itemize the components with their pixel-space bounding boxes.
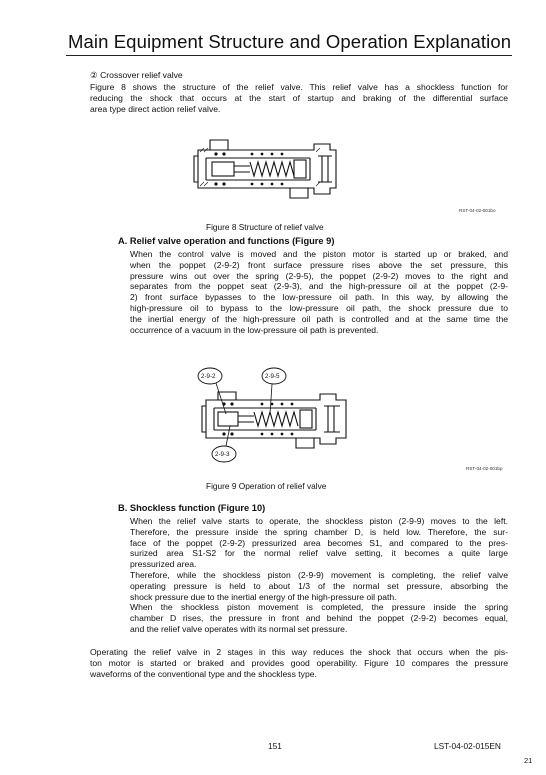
sheet-number: 21 — [524, 756, 533, 765]
section-b-line: pressurized area. — [130, 559, 197, 570]
closing-line: Operating the relief valve in 2 stages in this way reduces the shock that occurs when the pis- — [90, 647, 508, 657]
intro-paragraph — [90, 82, 508, 114]
intro-line: Figure 8 shows the structure of the relief valve. This relief valve has a shockless function for — [90, 82, 508, 92]
closing-paragraph — [90, 647, 508, 679]
section-b-line: Therefore, the pressure inside the spring chamber D, is held low. Therefore, the sur- — [130, 526, 508, 537]
section-a-heading: A. Relief valve operation and functions (Figure 9) — [118, 236, 335, 246]
section-a-line: pressure wins out over the spring (2-9-5), the poppet (2-9-2) moves to the right and — [130, 270, 508, 281]
section-a-line: When the control valve is moved and the piston motor is started up or braked, and — [130, 249, 508, 259]
section-a-line: separates from the poppet seat (2-9-3), and the high-pressure oil at the poppet (2-9- — [130, 281, 508, 292]
callout-2-9-2: 2-9-2 — [201, 373, 216, 380]
section-b-line: shock pressure due to the inertial energy of the high-pressure oil path. — [130, 591, 397, 602]
page-number: 151 — [268, 741, 282, 751]
section-a-line: the inertial energy of the high-pressure oil path is controlled and at the same time the — [130, 313, 508, 324]
figure-8-drawing — [190, 138, 360, 200]
section-b-heading: B. Shockless function (Figure 10) — [118, 503, 266, 513]
section-a-line: high-pressure oil to bypass to the low-pressure oil path, the shock pressure due to — [130, 302, 508, 313]
closing-line: ton motor is started or braked and provides good operability. Figure 10 compares the pressure — [90, 657, 508, 668]
figure-9-caption: Figure 9 Operation of relief valve — [206, 481, 327, 491]
figure-8-code: RST-04-02-001bo — [459, 208, 496, 213]
section-a-line: occurrence of a vacuum in the low-pressure oil path is prevented. — [130, 324, 379, 335]
header-rule — [66, 55, 512, 56]
callout-2-9-3: 2-9-3 — [215, 451, 230, 458]
section-b-line: and the relief valve operates with its normal set pressure. — [130, 623, 348, 634]
callout-2-9-5: 2-9-5 — [265, 373, 280, 380]
intro-line: area type direct action relief valve. — [90, 103, 221, 114]
closing-line: waveforms of the conventional type and the shockless type. — [90, 668, 317, 679]
intro-subtitle: ② Crossover relief valve — [90, 70, 183, 80]
section-b-line: When the shockless piston movement is completed, the pressure inside the spring — [130, 602, 508, 613]
section-b-paragraph — [130, 516, 508, 635]
section-b-line: When the relief valve starts to operate, the shockless piston (2-9-9) moves to the left. — [130, 516, 508, 526]
section-a-line: 2) front surface bypasses to the low-pressure oil path. In this way, by allowing the — [130, 292, 508, 303]
section-b-line: operating pressure is held to about 1/3 of the normal set pressure, absorbing the — [130, 580, 508, 591]
section-a-line: when the poppet (2-9-2) front surface pressure rises above the set pressure, this — [130, 259, 508, 270]
section-a-paragraph — [130, 249, 508, 335]
section-b-line: chamber D rises, the pressure in front and behind the poppet (2-9-2) becomes equal, — [130, 613, 508, 624]
section-b-line: Therefore, while the shockless piston (2-9-9) movement is completing, the relief valve — [130, 569, 508, 580]
figure-9-code: RST-04-02-001bp — [466, 466, 503, 471]
section-b-line: surized area S1-S2 for the normal relief valve setting, it becomes a quite large — [130, 548, 508, 559]
section-b-line: face of the poppet (2-9-2) pressurized area becomes S1, and compared to the pres- — [130, 537, 508, 548]
page-title: Main Equipment Structure and Operation Explanation — [68, 31, 512, 52]
intro-line: reducing the shock that occurs at the start of startup and braking of the differential surface — [90, 92, 508, 103]
document-code: LST-04-02-015EN — [434, 741, 501, 751]
figure-8-caption: Figure 8 Structure of relief valve — [206, 222, 324, 232]
